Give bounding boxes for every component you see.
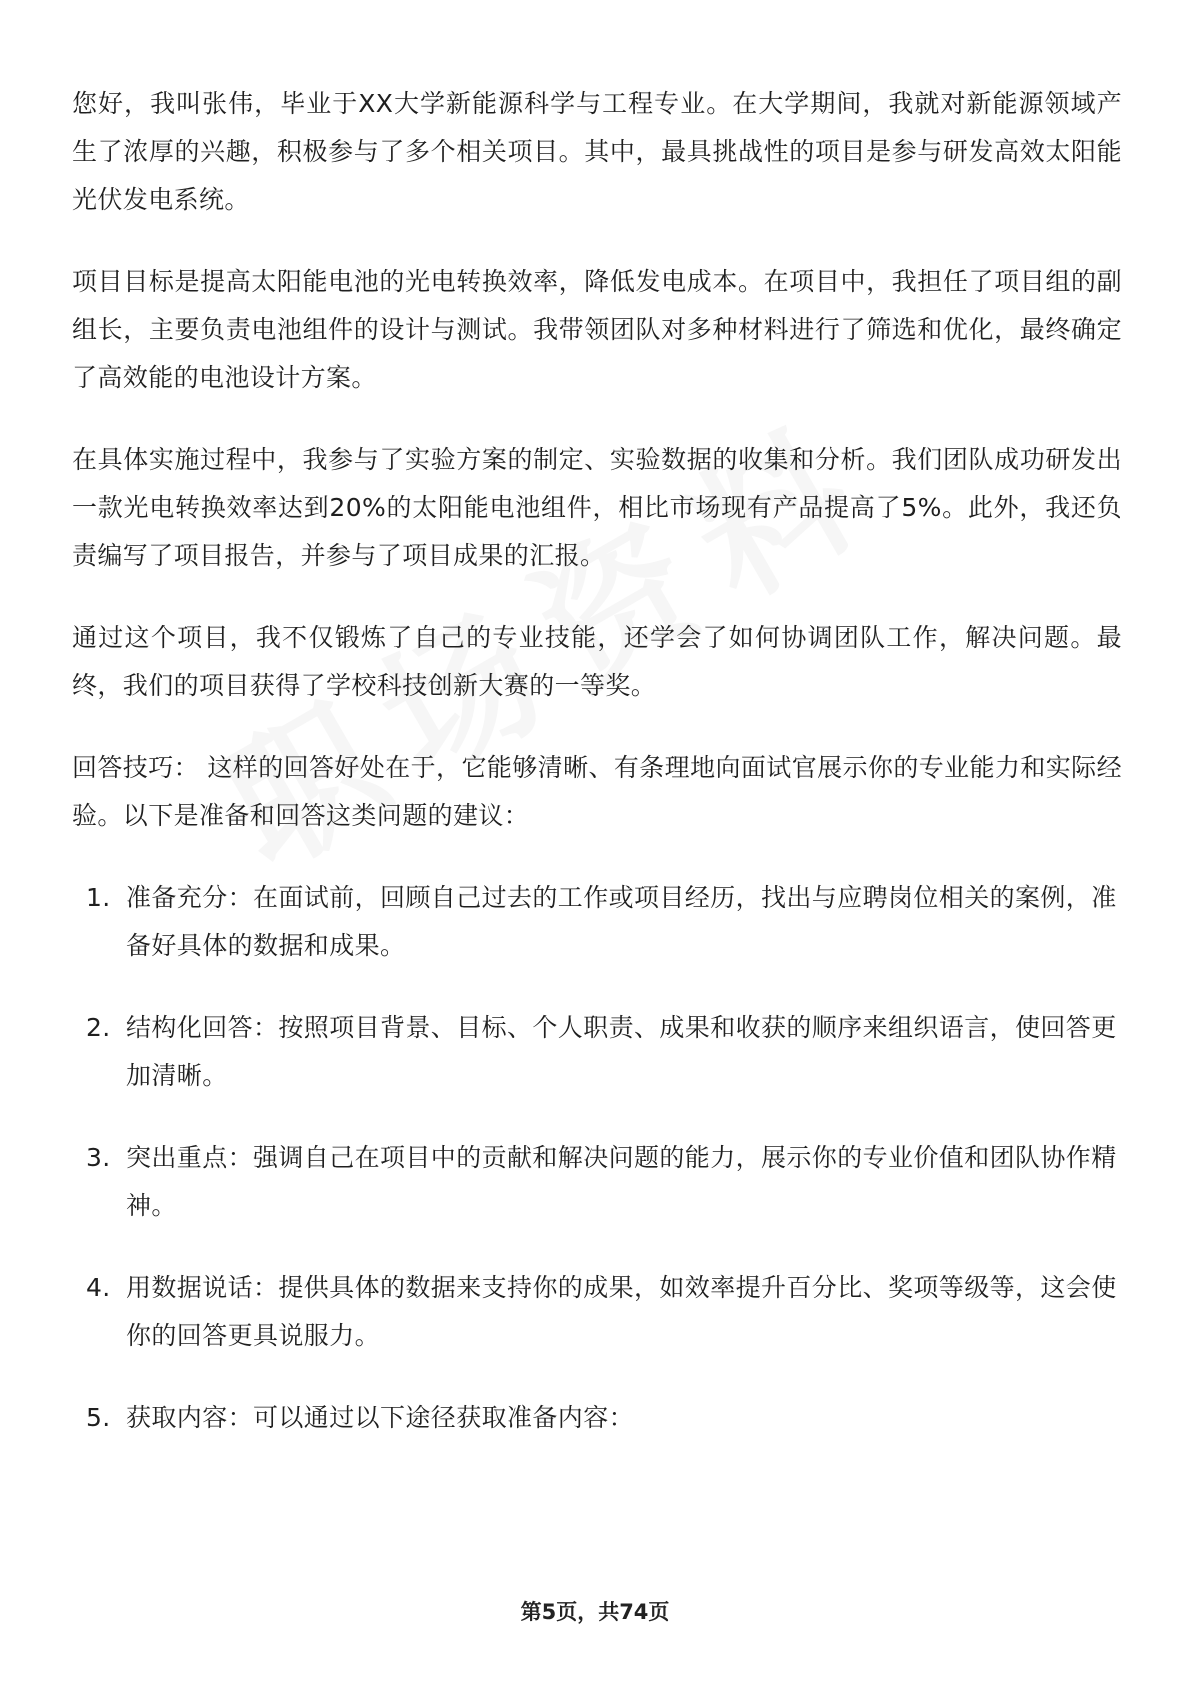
page-number-footer: 第5页，共74页 — [520, 1600, 670, 1624]
list-item-number: 4. — [86, 1273, 111, 1302]
list-item — [72, 1134, 1122, 1230]
list-item — [72, 1394, 1122, 1442]
document-body — [72, 80, 1122, 1476]
list-item-text: 获取内容：可以通过以下途径获取准备内容： — [126, 1403, 635, 1432]
paragraph-outcome: 通过这个项目，我不仅锻炼了自己的专业技能，还学会了如何协调团队工作，解决问题。最终，我们的项目获得了学校科技创新大赛的一等奖。 — [72, 623, 1122, 700]
list-item-text: 准备充分：在面试前，回顾自己过去的工作或项目经历，找出与应聘岗位相关的案例，准备好具体的数据和成果。 — [126, 883, 1117, 960]
list-item-text: 用数据说话：提供具体的数据来支持你的成果，如效率提升百分比、奖项等级等，这会使你的回答更具说服力。 — [126, 1273, 1117, 1350]
list-item-number: 2. — [86, 1013, 111, 1042]
list-item-number: 3. — [86, 1143, 111, 1172]
paragraph-implementation: 在具体实施过程中，我参与了实验方案的制定、实验数据的收集和分析。我们团队成功研发出一款光电转换效率达到20%的太阳能电池组件，相比市场现有产品提高了5%。此外，我还负责编写了项目报告，并参与了项目成果的汇报。 — [72, 445, 1122, 570]
list-item — [72, 1004, 1122, 1100]
list-item — [72, 874, 1122, 970]
list-item-number: 1. — [86, 883, 111, 912]
paragraph-tips-intro: 回答技巧： 这样的回答好处在于，它能够清晰、有条理地向面试官展示你的专业能力和实际经验。以下是准备和回答这类问题的建议： — [72, 753, 1122, 830]
list-item — [72, 1264, 1122, 1360]
paragraph-goal: 项目目标是提高太阳能电池的光电转换效率，降低发电成本。在项目中，我担任了项目组的副组长，主要负责电池组件的设计与测试。我带领团队对多种材料进行了筛选和优化，最终确定了高效能的电池设计方案。 — [72, 267, 1122, 392]
tips-list — [72, 874, 1122, 1442]
list-item-number: 5. — [86, 1403, 111, 1432]
paragraph-intro: 您好，我叫张伟，毕业于XX大学新能源科学与工程专业。在大学期间，我就对新能源领域产生了浓厚的兴趣，积极参与了多个相关项目。其中，最具挑战性的项目是参与研发高效太阳能光伏发电系统。 — [72, 89, 1122, 214]
list-item-text: 突出重点：强调自己在项目中的贡献和解决问题的能力，展示你的专业价值和团队协作精神。 — [126, 1143, 1117, 1220]
list-item-text: 结构化回答：按照项目背景、目标、个人职责、成果和收获的顺序来组织语言，使回答更加清晰。 — [126, 1013, 1117, 1090]
